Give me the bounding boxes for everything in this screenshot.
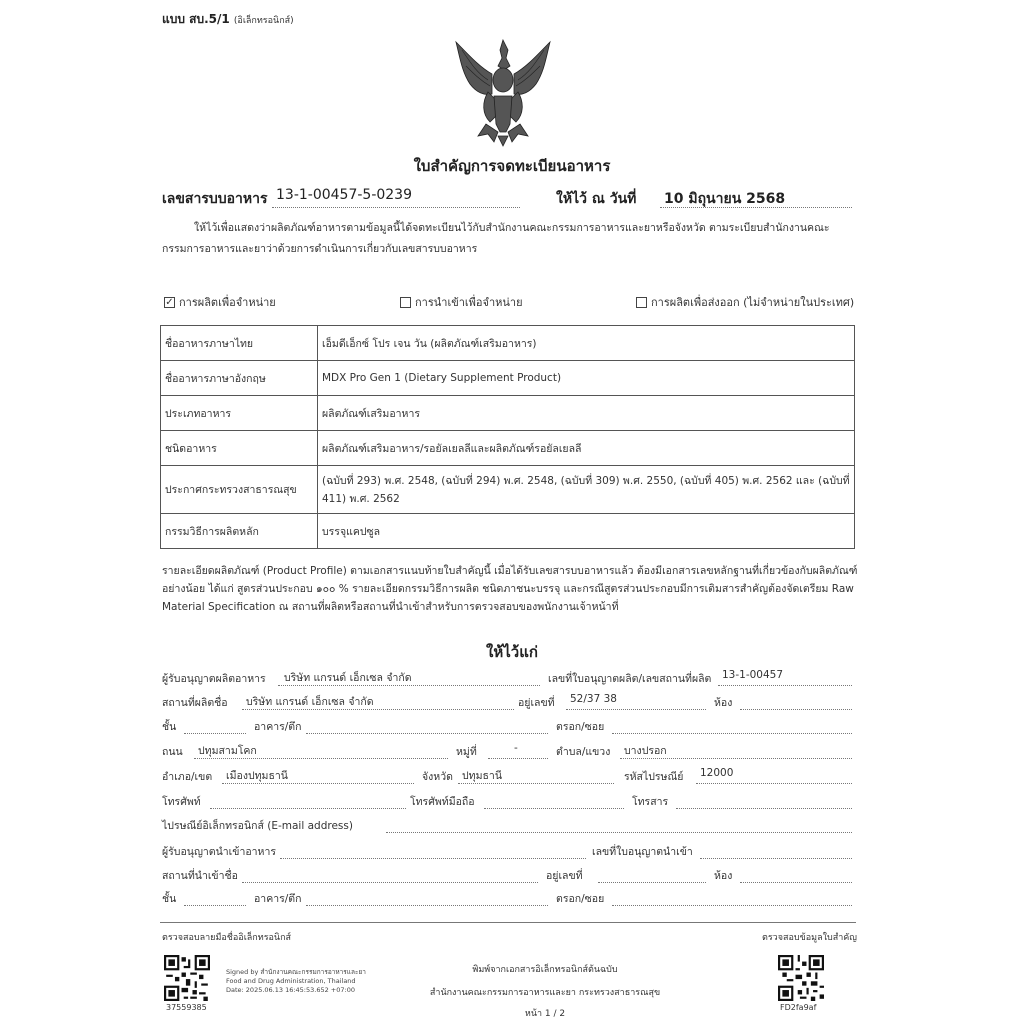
importer-label: ผู้รับอนุญาตนำเข้าอาหาร [162, 846, 276, 858]
footer-print-note: พิมพ์จากเอกสารอิเล็กทรอนิกส์ต้นฉบับ [472, 965, 618, 975]
alley-label: ตรอก/ซอย [556, 721, 605, 733]
import-site-label: สถานที่นำเข้าชื่อ [162, 870, 238, 882]
form-code-note: (อิเล็กทรอนิกส์) [233, 16, 294, 26]
product-info-table [160, 325, 855, 549]
district-value: เมืองปทุมธานี [226, 770, 288, 782]
document-title: ใบสำคัญการจดทะเบียนอาหาร [413, 157, 611, 175]
certificate-verify-note: ตรวจสอบข้อมูลใบสำคัญ [762, 933, 857, 943]
import-alley-label: ตรอก/ซอย [556, 893, 605, 905]
province-label: จังหวัด [422, 771, 453, 783]
english-name-value: MDX Pro Gen 1 (Dietary Supplement Product) [318, 361, 855, 396]
import-building-label: อาคาร/ตึก [254, 893, 302, 905]
import-floor-label: ชั้น [162, 893, 177, 905]
footer-agency: สำนักงานคณะกรรมการอาหารและยา กระทรวงสาธารณสุข [429, 988, 661, 998]
district-label: อำเภอ/เขต [162, 771, 213, 783]
fax-label: โทรสาร [632, 796, 669, 808]
production-license-label: เลขที่ใบอนุญาตผลิต/เลขสถานที่ผลิต [548, 673, 712, 685]
ministry-notice-label: ประกาศกระทรวงสาธารณสุข [161, 466, 318, 514]
qr-right-code: FD2fa9af [780, 1003, 817, 1012]
floor-label: ชั้น [162, 721, 177, 733]
qr-code-icon[interactable] [164, 955, 210, 1001]
production-site-value: บริษัท แกรนด์ เอ็กเซล จำกัด [246, 696, 374, 708]
production-license-value: 13-1-00457 [722, 669, 784, 681]
issued-label: ให้ไว้ ณ วันที่ [556, 191, 637, 207]
food-type-value: ผลิตภัณฑ์เสริมอาหาร/รอยัลเยลลีและผลิตภัณฑ์รอยัลเยลลี [318, 431, 855, 466]
address-no-label: อยู่เลขที่ [518, 697, 555, 709]
food-category-label: ประเภทอาหาร [161, 396, 318, 431]
checkbox-checked-icon[interactable]: ✓ [165, 296, 174, 308]
food-category-value: ผลิตภัณฑ์เสริมอาหาร [318, 396, 855, 431]
registration-label: เลขสารบบอาหาร [162, 191, 268, 207]
table-row [161, 466, 855, 514]
postcode-label: รหัสไปรษณีย์ [624, 771, 684, 783]
garuda-emblem-icon [448, 36, 558, 148]
import-room-label: ห้อง [714, 870, 733, 882]
import-license-label: เลขที่ใบอนุญาตนำเข้า [592, 846, 693, 858]
road-label: ถนน [162, 746, 183, 758]
producer-label: ผู้รับอนุญาตผลิตอาหาร [162, 673, 266, 685]
signature-verify-note: ตรวจสอบลายมือชื่ออิเล็กทรอนิกส์ [162, 933, 292, 943]
table-row [161, 396, 855, 431]
phone-label: โทรศัพท์ [162, 796, 201, 808]
subdistrict-label: ตำบล/แขวง [556, 746, 611, 758]
province-value: ปทุมธานี [462, 770, 502, 782]
registration-number: 13-1-00457-5-0239 [276, 187, 413, 203]
address-no-value: 52/37 38 [570, 693, 617, 705]
table-row [161, 431, 855, 466]
thai-name-label: ชื่ออาหารภาษาไทย [161, 326, 318, 361]
checkbox-icon[interactable] [636, 297, 647, 308]
checkbox-icon[interactable] [400, 297, 411, 308]
room-label: ห้อง [714, 697, 733, 709]
issued-to-heading: ให้ไว้แก่ [486, 643, 538, 661]
mobile-label: โทรศัพท์มือถือ [410, 796, 475, 808]
table-row [161, 514, 855, 549]
purpose-option-export[interactable]: การผลิตเพื่อส่งออก (ไม่จำหน่ายในประเทศ) [636, 293, 854, 311]
purpose-option-produce[interactable]: ✓ การผลิตเพื่อจำหน่าย [165, 296, 276, 309]
thai-name-value: เอ็มดีเอ็กซ์ โปร เจน วัน (ผลิตภัณฑ์เสริมอาหาร) [318, 326, 855, 361]
details-paragraph: รายละเอียดผลิตภัณฑ์ (Product Profile) ตามเอกสารแนบท้ายใบสำคัญนี้ เมื่อได้รับเลขสารบบอาหารแล้ว ต้องมีเอกสารเลขหลักฐานที่เกี่ยวข้องกับผลิตภัณฑ์ อย่างน้อย ได้แก่ สูตรส่วนประกอบ ๑๐๐ % รายละเอียดกรรมวิธีการผลิต ชนิดภาชนะบรรจุ และกรณีสูตรส่วนประกอบมีการเติมสารสำคัญต้องจัดเตรียม Raw Material Specification ณ สถานที่ผลิตหรือสถานที่นำเข้าสำหรับการตรวจสอบของพนักงานเจ้าหน้าที่ [162, 565, 858, 613]
producer-value: บริษัท แกรนด์ เอ็กเซล จำกัด [284, 672, 412, 684]
subdistrict-value: บางปรอก [624, 745, 667, 757]
moo-label: หมู่ที่ [456, 746, 477, 758]
email-label: ไปรษณีย์อิเล็กทรอนิกส์ (E-mail address) [162, 820, 353, 832]
production-method-label: กรรมวิธีการผลิตหลัก [161, 514, 318, 549]
postcode-value: 12000 [700, 767, 734, 779]
english-name-label: ชื่ออาหารภาษาอังกฤษ [161, 361, 318, 396]
digital-signature-text: Signed by สำนักงานคณะกรรมการอาหารและยา Food and Drug Administration, Thailand Date: 2025.06.13 16:45:53.652 +07:00 [226, 968, 366, 994]
table-row [161, 326, 855, 361]
issued-date: 10 มิถุนายน 2568 [664, 191, 786, 207]
page-number: หน้า 1 / 2 [524, 1009, 566, 1019]
road-value: ปทุมสามโคก [198, 745, 257, 757]
qr-left-code: 37559385 [166, 1003, 207, 1012]
production-method-value: บรรจุแคปซูล [318, 514, 855, 549]
building-label: อาคาร/ตึก [254, 721, 302, 733]
production-site-label: สถานที่ผลิตชื่อ [162, 697, 228, 709]
intro-text: ให้ไว้เพื่อแสดงว่าผลิตภัณฑ์อาหารตามข้อมูลนี้ได้จดทะเบียนไว้กับสำนักงานคณะกรรมการอาหารและยาหรือจังหวัด ตามระเบียบสำนักงานคณะกรรมการอาหารและยาว่าด้วยการดำเนินการเกี่ยวกับเลขสารบบอาหาร [162, 222, 830, 255]
import-address-no-label: อยู่เลขที่ [546, 870, 583, 882]
qr-code-icon[interactable] [778, 955, 824, 1001]
footer-divider [160, 922, 856, 923]
food-type-label: ชนิดอาหาร [161, 431, 318, 466]
purpose-option-import[interactable]: การนำเข้าเพื่อจำหน่าย [400, 293, 523, 311]
table-row [161, 361, 855, 396]
ministry-notice-value: (ฉบับที่ 293) พ.ศ. 2548, (ฉบับที่ 294) พ.ศ. 2548, (ฉบับที่ 309) พ.ศ. 2550, (ฉบับที่ 405) พ.ศ. 2562 และ (ฉบับที่ 411) พ.ศ. 2562 [318, 466, 855, 514]
form-code: แบบ สบ.5/1 (อิเล็กทรอนิกส์) [162, 12, 294, 26]
moo-value: - [514, 742, 518, 754]
